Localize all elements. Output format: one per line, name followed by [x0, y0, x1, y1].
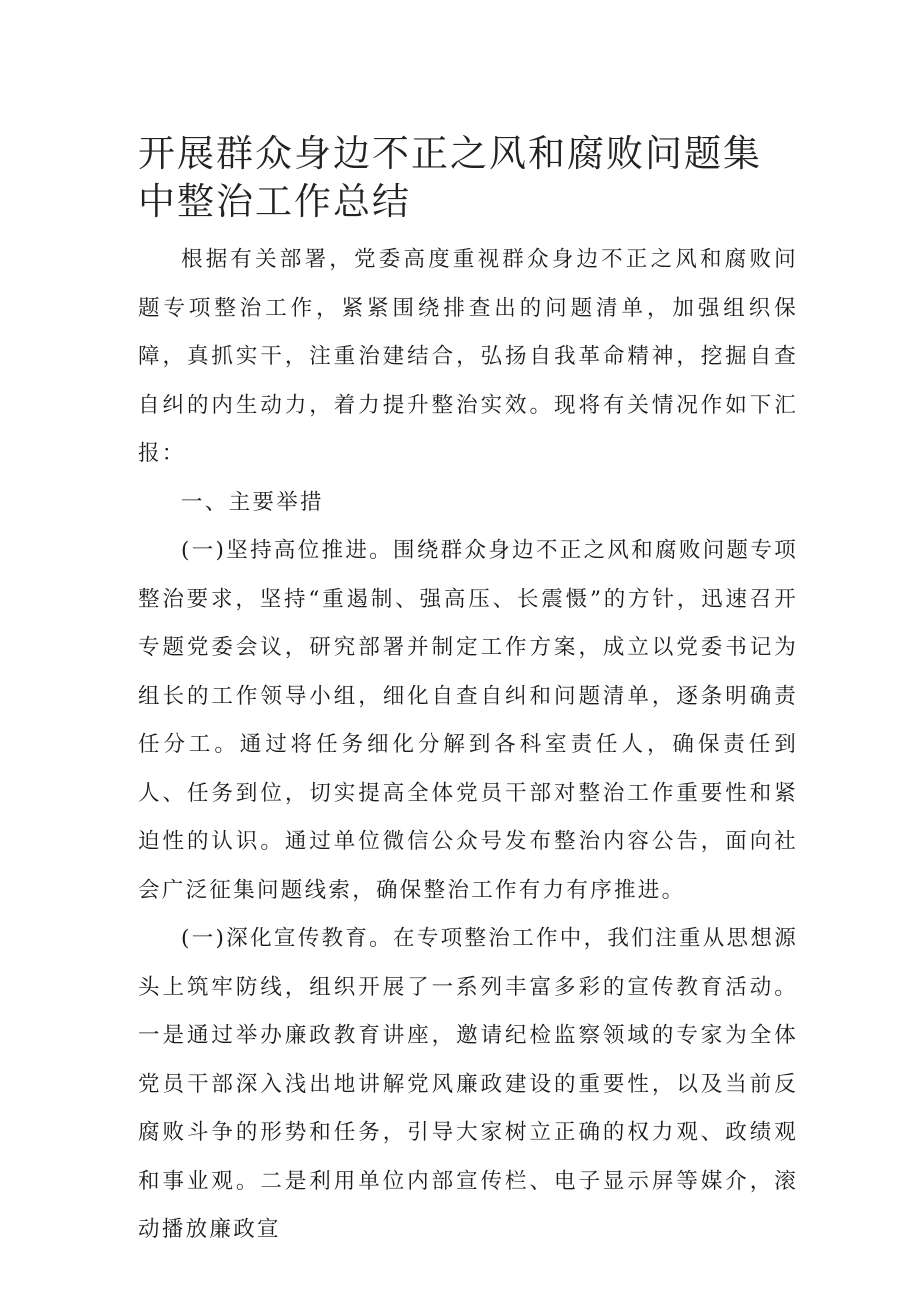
- paragraph-publicity-education: (一)深化宣传教育。在专项整治工作中，我们注重从思想源头上筑牢防线，组织开展了一系列丰富多彩的宣传教育活动。一是通过举办廉政教育讲座，邀请纪检监察领域的专家为全体党员干部深入浅出地讲解党风廉政建设的重要性，以及当前反腐败斗争的形势和任务，引导大家树立正确的权力观、政绩观和事业观。二是利用单位内部宣传栏、电子显示屏等媒介，滚动播放廉政宣: [138, 926, 798, 1242]
- section-heading-main-measures: 一、主要举措: [181, 489, 324, 515]
- paragraph-high-level-promotion: (一)坚持高位推进。围绕群众身边不正之风和腐败问题专项整治要求，坚持“重遏制、强高压、长震慑”的方针，迅速召开专题党委会议，研究部署并制定工作方案，成立以党委书记为组长的工作领导小组，细化自查自纠和问题清单，逐条明确责任分工。通过将任务细化分解到各科室责任人，确保责任到人、任务到位，切实提高全体党员干部对整治工作重要性和紧迫性的认识。通过单位微信公众号发布整治内容公告，面向社会广泛征集问题线索，确保整治工作有力有序推进。: [138, 538, 798, 903]
- document-title: 开展群众身边不正之风和腐败问题集中整治工作总结: [138, 132, 762, 223]
- intro-paragraph: 根据有关部署，党委高度重视群众身边不正之风和腐败问题专项整治工作，紧紧围绕排查出的问题清单，加强组织保障，真抓实干，注重治建结合，弘扬自我革命精神，挖掘自查自纠的内生动力，着力提升整治实效。现将有关情况作如下汇报：: [138, 247, 798, 466]
- document-body: [138, 236, 798, 1255]
